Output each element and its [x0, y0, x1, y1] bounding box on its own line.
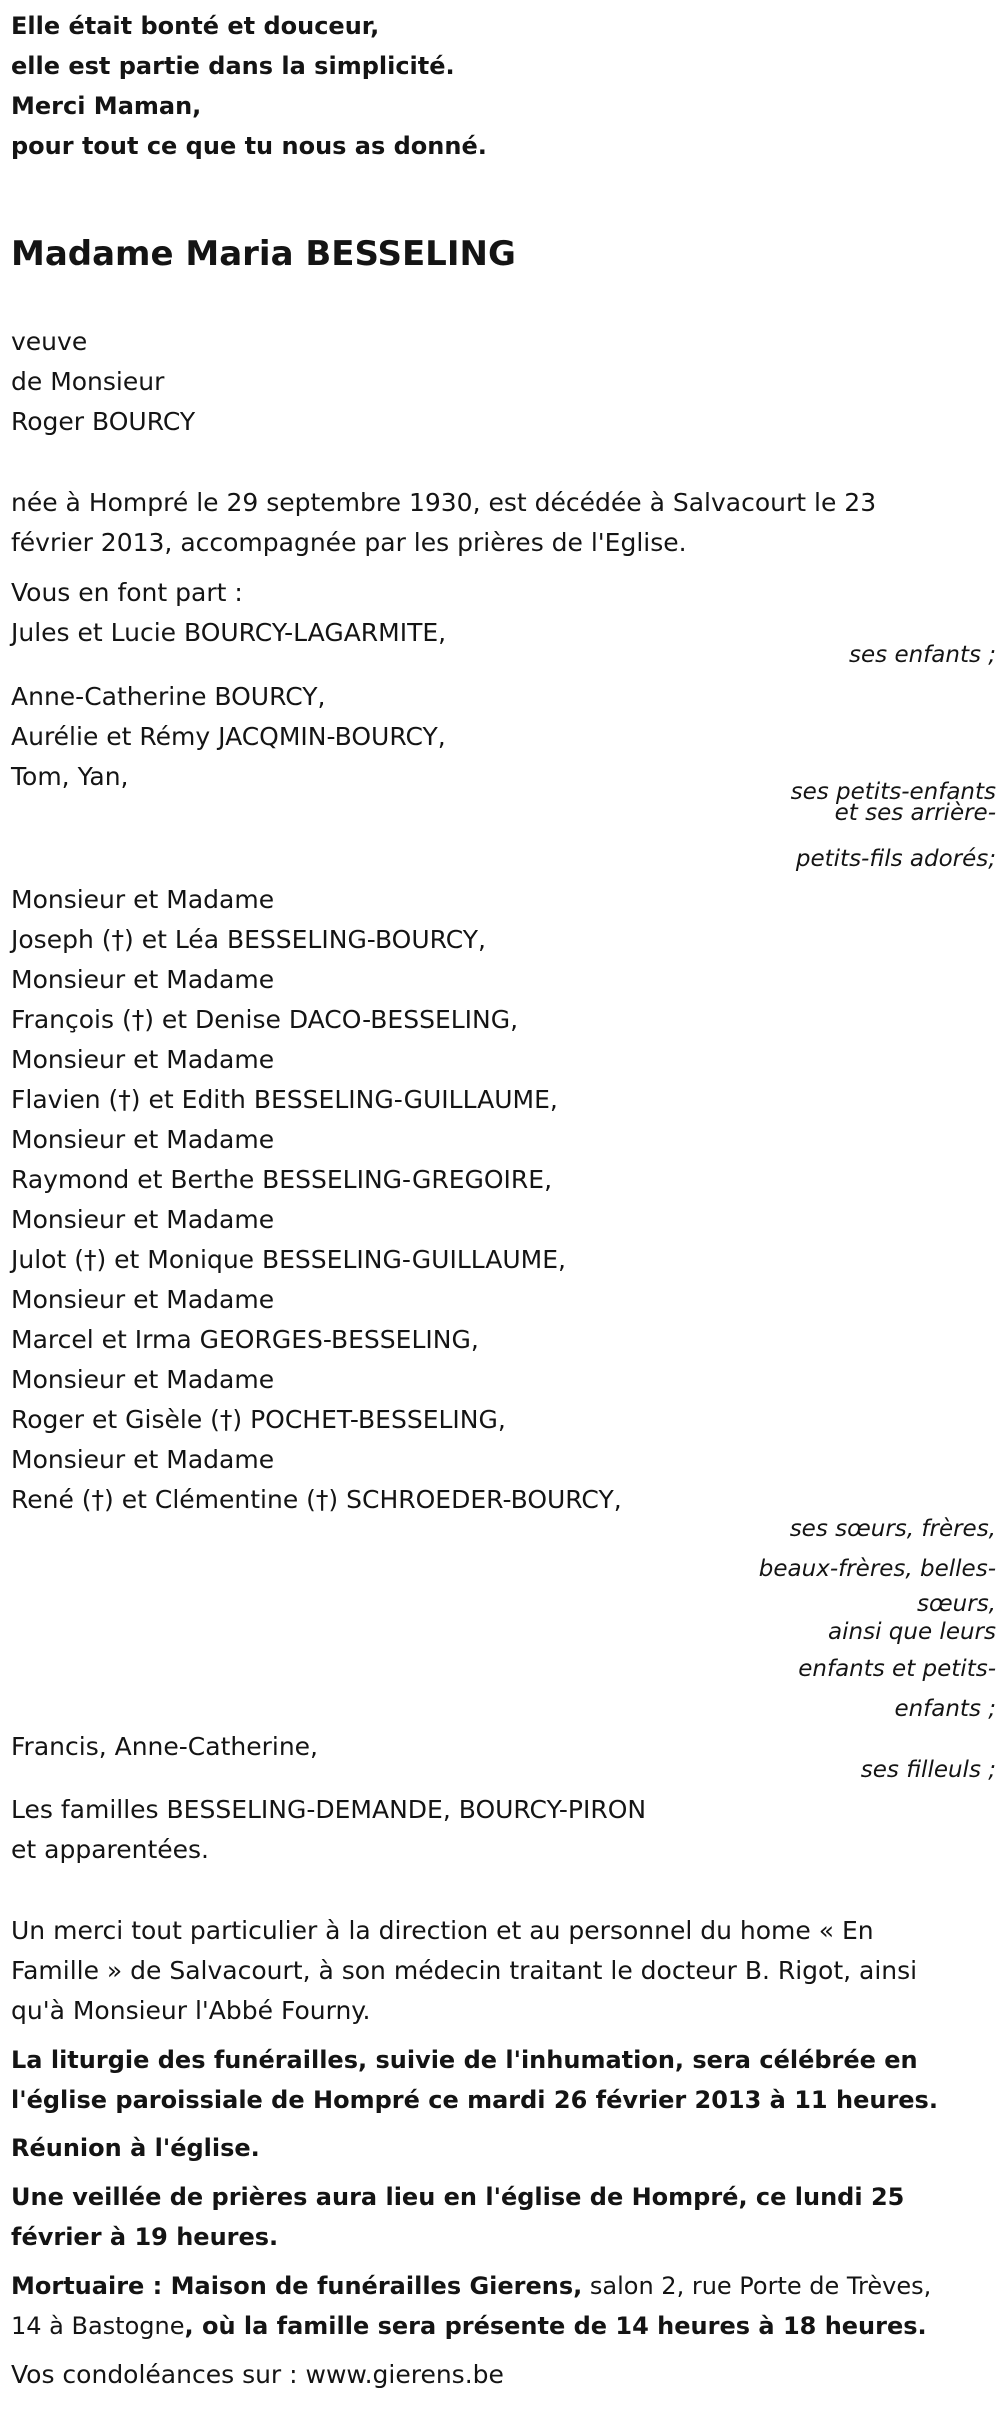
- text-line: février à 19 heures.: [11, 2223, 279, 2251]
- birth-death-paragraph: [11, 483, 876, 563]
- mortuary-paragraph: [11, 2266, 931, 2346]
- name-line: Monsieur et Madame: [11, 1285, 275, 1314]
- liturgy-paragraph: [11, 2040, 938, 2120]
- name-line: Joseph (†) et Léa BESSELING-BOURCY,: [11, 925, 486, 954]
- text-line: l'église paroissiale de Hompré ce mardi 26 février 2013 à 11 heures.: [11, 2086, 938, 2114]
- text-line: née à Hompré le 29 septembre 1930, est décédée à Salvacourt le 23: [11, 488, 877, 517]
- name-line: Flavien (†) et Edith BESSELING-GUILLAUME,: [11, 1085, 558, 1114]
- children-names: Jules et Lucie BOURCY-LAGARMITE,: [11, 618, 447, 647]
- relation-line: et ses arrière-: [834, 800, 996, 826]
- text-line: et apparentées.: [11, 1835, 209, 1864]
- children-relation: ses enfants ;: [849, 642, 996, 668]
- name-line: François (†) et Denise DACO-BESSELING,: [11, 1005, 519, 1034]
- mortuary-address: salon 2, rue Porte de Trèves,: [582, 2272, 932, 2300]
- name-line: Julot (†) et Monique BESSELING-GUILLAUME,: [11, 1245, 566, 1274]
- meeting-note: Réunion à l'église.: [11, 2134, 260, 2162]
- relation-line: enfants et petits-: [798, 1656, 996, 1682]
- text-line: février 2013, accompagnée par les prières de l'Eglise.: [11, 528, 687, 557]
- poem-line: elle est partie dans la simplicité.: [11, 52, 455, 80]
- text-line: [11, 2306, 931, 2346]
- widow-of: [11, 322, 195, 442]
- mortuary-city: 14 à Bastogne: [11, 2312, 185, 2340]
- text-line: Une veillée de prières aura lieu en l'église de Hompré, ce lundi 25: [11, 2183, 905, 2211]
- name-line: Tom, Yan,: [11, 762, 129, 791]
- text-line: Un merci tout particulier à la direction et au personnel du home « En: [11, 1916, 874, 1945]
- siblings-names: [11, 880, 622, 1520]
- announce-intro: Vous en font part :: [11, 578, 243, 607]
- name-line: Monsieur et Madame: [11, 1365, 275, 1394]
- text-line: Les familles BESSELING-DEMANDE, BOURCY-PIRON: [11, 1795, 647, 1824]
- siblings-relation-cont: [828, 1590, 996, 1646]
- mortuary-hours: , où la famille sera présente de 14 heures à 18 heures.: [184, 2312, 927, 2340]
- condolences-link: Vos condoléances sur : www.gierens.be: [11, 2360, 504, 2389]
- poem-line: Merci Maman,: [11, 92, 202, 120]
- name-line: Monsieur et Madame: [11, 1125, 275, 1154]
- text-line: Famille » de Salvacourt, à son médecin traitant le docteur B. Rigot, ainsi: [11, 1956, 918, 1985]
- poem-line: Elle était bonté et douceur,: [11, 12, 380, 40]
- godchildren-names: Francis, Anne-Catherine,: [11, 1732, 319, 1761]
- widow-line: Roger BOURCY: [11, 407, 196, 436]
- mortuary-bold: Mortuaire : Maison de funérailles Gierens,: [11, 2272, 583, 2300]
- name-line: Aurélie et Rémy JACQMIN-BOURCY,: [11, 722, 446, 751]
- relation-line: sœurs,: [917, 1591, 996, 1617]
- families: [11, 1790, 646, 1870]
- relation-line: ses sœurs, frères,: [789, 1516, 996, 1542]
- name-line: Monsieur et Madame: [11, 1045, 275, 1074]
- name-line: Anne-Catherine BOURCY,: [11, 682, 326, 711]
- relation-line: beaux-frères, belles-: [758, 1556, 996, 1582]
- name-line: Monsieur et Madame: [11, 1205, 275, 1234]
- siblings-relation: [759, 1509, 996, 1589]
- grandchildren-names: [11, 677, 446, 797]
- siblings-relation-end: [798, 1649, 996, 1729]
- grandchildren-relation: [790, 779, 996, 826]
- grandchildren-relation-end: petits-fils adorés;: [795, 846, 996, 872]
- name-line: Roger et Gisèle (†) POCHET-BESSELING,: [11, 1405, 506, 1434]
- name-line: Raymond et Berthe BESSELING-GREGOIRE,: [11, 1165, 553, 1194]
- widow-line: veuve: [11, 327, 88, 356]
- name-line: Monsieur et Madame: [11, 965, 275, 994]
- thanks-paragraph: [11, 1911, 917, 2031]
- poem-line: pour tout ce que tu nous as donné.: [11, 132, 487, 160]
- opening-poem: [11, 6, 487, 166]
- name-line: Marcel et Irma GEORGES-BESSELING,: [11, 1325, 479, 1354]
- relation-line: ainsi que leurs: [828, 1619, 996, 1645]
- relation-line: enfants ;: [894, 1696, 996, 1722]
- name-line: Monsieur et Madame: [11, 1445, 275, 1474]
- vigil-paragraph: [11, 2177, 904, 2257]
- text-line: qu'à Monsieur l'Abbé Fourny.: [11, 1996, 371, 2025]
- text-line: La liturgie des funérailles, suivie de l'inhumation, sera célébrée en: [11, 2046, 918, 2074]
- widow-line: de Monsieur: [11, 367, 165, 396]
- text-line: [11, 2266, 931, 2306]
- name-line: René (†) et Clémentine (†) SCHROEDER-BOURCY,: [11, 1485, 622, 1514]
- deceased-name: Madame Maria BESSELING: [11, 234, 516, 274]
- name-line: Monsieur et Madame: [11, 885, 275, 914]
- relation-line: ses petits-enfants: [790, 779, 996, 805]
- godchildren-relation: ses filleuls ;: [860, 1757, 996, 1783]
